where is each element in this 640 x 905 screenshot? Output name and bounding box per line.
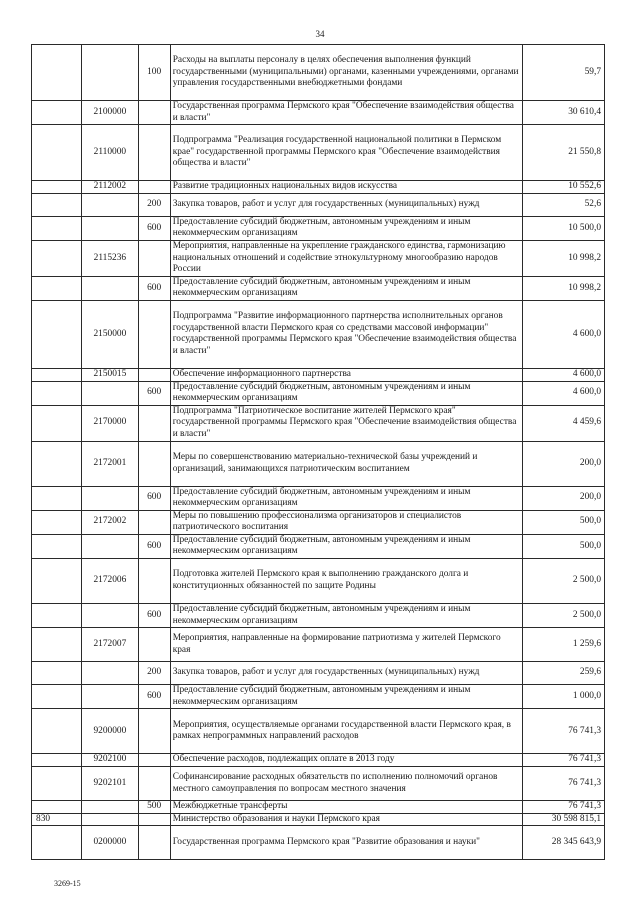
cell-expense-type-code [138, 405, 170, 441]
table-row [32, 754, 605, 767]
cell-expense-type-code: 200 [138, 662, 170, 685]
cell-department-code [32, 125, 82, 181]
table-row [32, 381, 605, 405]
cell-department-code [32, 181, 82, 194]
cell-amount: 28 345 643,9 [522, 826, 604, 860]
cell-target-article-code [82, 381, 138, 405]
cell-department-code [32, 628, 82, 662]
cell-department-code [32, 510, 82, 534]
cell-amount: 30 598 815,1 [522, 813, 604, 826]
table-row [32, 216, 605, 240]
cell-item-name: Государственная программа Пермского края "Обеспечение взаимодействия общества и власти" [170, 101, 522, 125]
cell-item-name: Межбюджетные трансферты [170, 801, 522, 814]
cell-expense-type-code: 600 [138, 381, 170, 405]
cell-expense-type-code: 100 [138, 45, 170, 101]
cell-target-article-code [82, 486, 138, 510]
cell-item-name: Мероприятия, направленные на укрепление гражданского единства, гармонизацию национальных отношений и содействие этнокультурному многообразию народов России [170, 240, 522, 276]
cell-department-code [32, 405, 82, 441]
cell-target-article-code: 2172006 [82, 559, 138, 604]
cell-department-code [32, 45, 82, 101]
cell-department-code [32, 801, 82, 814]
cell-department-code [32, 300, 82, 368]
cell-target-article-code [82, 276, 138, 300]
table-row [32, 193, 605, 216]
table-row [32, 441, 605, 486]
cell-target-article-code [82, 193, 138, 216]
cell-amount: 4 600,0 [522, 300, 604, 368]
cell-expense-type-code: 600 [138, 685, 170, 709]
document-code: 3269-15 [54, 879, 81, 888]
cell-target-article-code: 9202101 [82, 767, 138, 801]
cell-item-name: Предоставление субсидий бюджетным, автономным учреждениям и иным некоммерческим организациям [170, 534, 522, 558]
budget-table [31, 44, 605, 860]
cell-department-code [32, 240, 82, 276]
cell-item-name: Софинансирование расходных обязательств по исполнению полномочий органов местного самоуправления по вопросам местного значения [170, 767, 522, 801]
cell-amount: 2 500,0 [522, 604, 604, 628]
table-row [32, 709, 605, 754]
cell-item-name: Подпрограмма "Патриотическое воспитание жителей Пермского края" государственной программы Пермского края "Обеспечение взаимодействия общества и власти" [170, 405, 522, 441]
cell-target-article-code: 0200000 [82, 826, 138, 860]
cell-target-article-code: 2170000 [82, 405, 138, 441]
cell-department-code [32, 193, 82, 216]
cell-item-name: Закупка товаров, работ и услуг для государственных (муниципальных) нужд [170, 193, 522, 216]
cell-amount: 76 741,3 [522, 801, 604, 814]
cell-item-name: Мероприятия, осуществляемые органами государственной власти Пермского края, в рамках непрограммных направлений расходов [170, 709, 522, 754]
cell-item-name: Меры по совершенствованию материально-технической базы учреждений и организаций, занимающихся патриотическим воспитанием [170, 441, 522, 486]
cell-expense-type-code: 600 [138, 534, 170, 558]
cell-amount: 4 459,6 [522, 405, 604, 441]
cell-amount: 200,0 [522, 441, 604, 486]
cell-amount: 500,0 [522, 534, 604, 558]
cell-amount: 76 741,3 [522, 754, 604, 767]
table-row [32, 276, 605, 300]
table-row [32, 486, 605, 510]
cell-expense-type-code [138, 826, 170, 860]
cell-department-code [32, 441, 82, 486]
cell-target-article-code: 2172007 [82, 628, 138, 662]
cell-department-code [32, 101, 82, 125]
cell-item-name: Предоставление субсидий бюджетным, автономным учреждениям и иным некоммерческим организациям [170, 216, 522, 240]
cell-expense-type-code [138, 767, 170, 801]
table-row [32, 801, 605, 814]
cell-target-article-code: 2112002 [82, 181, 138, 194]
table-row [32, 181, 605, 194]
cell-target-article-code: 2150015 [82, 368, 138, 381]
cell-department-code [32, 685, 82, 709]
cell-item-name: Обеспечение информационного партнерства [170, 368, 522, 381]
table-row [32, 240, 605, 276]
cell-item-name: Обеспечение расходов, подлежащих оплате в 2013 году [170, 754, 522, 767]
cell-expense-type-code [138, 709, 170, 754]
cell-amount: 52,6 [522, 193, 604, 216]
cell-target-article-code [82, 534, 138, 558]
cell-expense-type-code: 600 [138, 486, 170, 510]
cell-expense-type-code [138, 559, 170, 604]
cell-item-name: Расходы на выплаты персоналу в целях обеспечения выполнения функций государственными (муниципальными) органами, казенными учреждениями, органами управления государственными внебюджетными фондами [170, 45, 522, 101]
table-row [32, 45, 605, 101]
cell-amount: 2 500,0 [522, 559, 604, 604]
cell-department-code [32, 368, 82, 381]
cell-amount: 59,7 [522, 45, 604, 101]
cell-department-code [32, 486, 82, 510]
cell-department-code [32, 604, 82, 628]
cell-target-article-code: 2100000 [82, 101, 138, 125]
cell-expense-type-code [138, 101, 170, 125]
cell-target-article-code [82, 813, 138, 826]
cell-target-article-code [82, 801, 138, 814]
cell-target-article-code [82, 662, 138, 685]
table-row [32, 405, 605, 441]
cell-department-code [32, 767, 82, 801]
cell-target-article-code: 9200000 [82, 709, 138, 754]
table-row [32, 300, 605, 368]
cell-amount: 10 998,2 [522, 276, 604, 300]
table-row [32, 559, 605, 604]
cell-amount: 1 000,0 [522, 685, 604, 709]
cell-expense-type-code [138, 754, 170, 767]
table-row [32, 662, 605, 685]
cell-target-article-code [82, 604, 138, 628]
cell-expense-type-code: 600 [138, 276, 170, 300]
cell-item-name: Государственная программа Пермского края "Развитие образования и науки" [170, 826, 522, 860]
cell-target-article-code: 2115236 [82, 240, 138, 276]
cell-target-article-code: 2150000 [82, 300, 138, 368]
cell-target-article-code [82, 45, 138, 101]
cell-item-name: Подпрограмма "Развитие информационного партнерства исполнительных органов государственной власти Пермского края со средствами массовой информации" государственной программы Пермского края "Обеспечение взаимодействия общества и власти" [170, 300, 522, 368]
cell-amount: 4 600,0 [522, 368, 604, 381]
table-row [32, 534, 605, 558]
cell-expense-type-code [138, 240, 170, 276]
cell-amount: 4 600,0 [522, 381, 604, 405]
cell-department-code [32, 709, 82, 754]
cell-expense-type-code [138, 813, 170, 826]
table-row [32, 125, 605, 181]
budget-table-body [32, 45, 605, 860]
table-row [32, 767, 605, 801]
cell-item-name: Министерство образования и науки Пермского края [170, 813, 522, 826]
cell-target-article-code [82, 685, 138, 709]
cell-amount: 76 741,3 [522, 767, 604, 801]
cell-department-code [32, 662, 82, 685]
cell-expense-type-code [138, 510, 170, 534]
cell-item-name: Меры по повышению профессионализма организаторов и специалистов патриотического воспитания [170, 510, 522, 534]
table-row [32, 604, 605, 628]
cell-expense-type-code [138, 368, 170, 381]
cell-department-code [32, 216, 82, 240]
cell-department-code [32, 826, 82, 860]
table-row [32, 685, 605, 709]
cell-expense-type-code: 600 [138, 604, 170, 628]
cell-item-name: Подпрограмма "Реализация государственной национальной политики в Пермском крае" государственной программы Пермского края "Обеспечение взаимодействия общества и власти" [170, 125, 522, 181]
cell-expense-type-code: 600 [138, 216, 170, 240]
cell-amount: 30 610,4 [522, 101, 604, 125]
cell-amount: 21 550,8 [522, 125, 604, 181]
cell-department-code [32, 559, 82, 604]
page-number: 34 [315, 29, 325, 39]
cell-amount: 200,0 [522, 486, 604, 510]
cell-amount: 76 741,3 [522, 709, 604, 754]
cell-department-code [32, 276, 82, 300]
cell-target-article-code: 2172001 [82, 441, 138, 486]
cell-expense-type-code [138, 628, 170, 662]
table-row [32, 813, 605, 826]
cell-amount: 10 500,0 [522, 216, 604, 240]
cell-expense-type-code [138, 300, 170, 368]
cell-item-name: Предоставление субсидий бюджетным, автономным учреждениям и иным некоммерческим организациям [170, 604, 522, 628]
cell-expense-type-code [138, 125, 170, 181]
cell-target-article-code: 2110000 [82, 125, 138, 181]
cell-department-code [32, 754, 82, 767]
table-row [32, 628, 605, 662]
cell-item-name: Мероприятия, направленные на формирование патриотизма у жителей Пермского края [170, 628, 522, 662]
cell-amount: 10 998,2 [522, 240, 604, 276]
cell-expense-type-code: 500 [138, 801, 170, 814]
cell-expense-type-code [138, 441, 170, 486]
cell-expense-type-code: 200 [138, 193, 170, 216]
cell-item-name: Подготовка жителей Пермского края к выполнению гражданского долга и конституционных обязанностей по защите Родины [170, 559, 522, 604]
cell-target-article-code: 2172002 [82, 510, 138, 534]
table-row [32, 510, 605, 534]
cell-item-name: Развитие традиционных национальных видов искусства [170, 181, 522, 194]
cell-target-article-code [82, 216, 138, 240]
cell-item-name: Закупка товаров, работ и услуг для государственных (муниципальных) нужд [170, 662, 522, 685]
cell-target-article-code: 9202100 [82, 754, 138, 767]
cell-amount: 500,0 [522, 510, 604, 534]
table-row [32, 826, 605, 860]
cell-amount: 1 259,6 [522, 628, 604, 662]
cell-department-code: 830 [32, 813, 82, 826]
cell-item-name: Предоставление субсидий бюджетным, автономным учреждениям и иным некоммерческим организациям [170, 685, 522, 709]
cell-item-name: Предоставление субсидий бюджетным, автономным учреждениям и иным некоммерческим организациям [170, 276, 522, 300]
cell-item-name: Предоставление субсидий бюджетным, автономным учреждениям и иным некоммерческим организациям [170, 486, 522, 510]
cell-department-code [32, 534, 82, 558]
table-row [32, 101, 605, 125]
cell-item-name: Предоставление субсидий бюджетным, автономным учреждениям и иным некоммерческим организациям [170, 381, 522, 405]
table-row [32, 368, 605, 381]
cell-amount: 259,6 [522, 662, 604, 685]
cell-expense-type-code [138, 181, 170, 194]
cell-department-code [32, 381, 82, 405]
cell-amount: 10 552,6 [522, 181, 604, 194]
